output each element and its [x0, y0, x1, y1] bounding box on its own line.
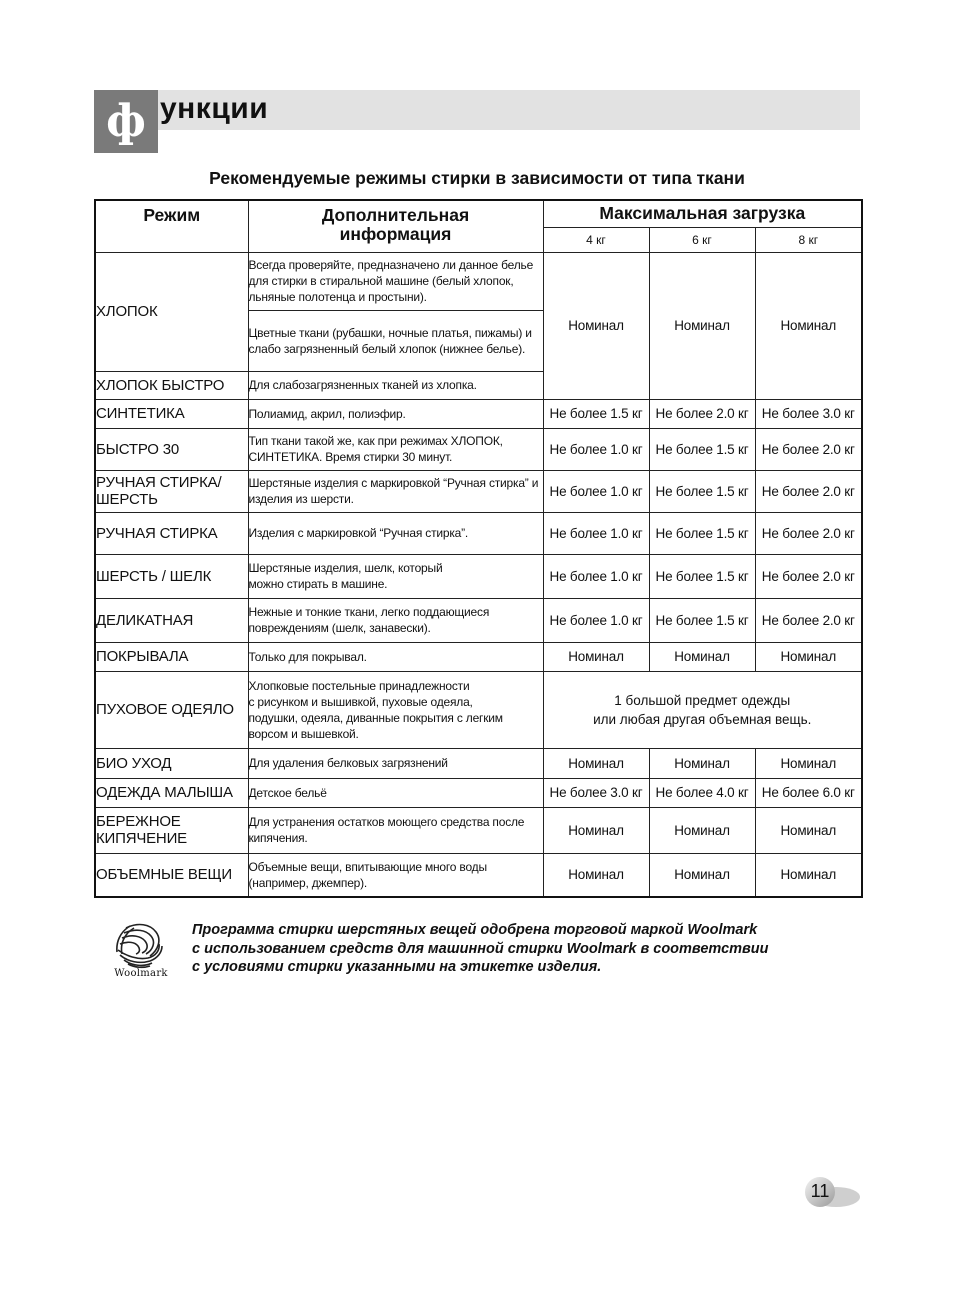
load-cell: Не более 1.5 кг — [649, 512, 755, 554]
table-row — [95, 748, 862, 778]
load-cell: Номинал — [543, 642, 649, 671]
load-cell: Не более 1.5 кг — [649, 470, 755, 512]
load-cell: Не более 2.0 кг — [755, 428, 862, 470]
load-cell: Не более 1.5 кг — [649, 598, 755, 642]
table-row — [95, 399, 862, 428]
info-cell: Нежные и тонкие ткани, легко поддающиеся повреждениям (шелк, занавески). — [248, 598, 543, 642]
load-cell: Не более 1.5 кг — [649, 554, 755, 598]
col-header-max-load: Максимальная загрузка — [543, 200, 862, 227]
page-number: 11 — [810, 1181, 830, 1201]
table-row — [95, 554, 862, 598]
load-cell: Номинал — [649, 642, 755, 671]
load-cell: Не более 2.0 кг — [755, 598, 862, 642]
mode-cell: БИО УХОД — [95, 748, 248, 778]
mode-cell: ДЕЛИКАТНАЯ — [95, 598, 248, 642]
info-cell: Хлопковые постельные принадлежности с рисунком и вышивкой, пуховые одеяла, подушки, одеяла, диванные покрытия с легким ворсом и вышевкой. — [248, 671, 543, 748]
table-row — [95, 428, 862, 470]
mode-cell: ПОКРЫВАЛА — [95, 642, 248, 671]
load-cell: Номинал — [755, 748, 862, 778]
load-cell: Не более 1.5 кг — [543, 399, 649, 428]
load-cell: Не более 1.5 кг — [649, 428, 755, 470]
mode-cell: ОБЪЕМНЫЕ ВЕЩИ — [95, 853, 248, 897]
table-row — [95, 778, 862, 807]
load-cell: Номинал — [755, 252, 862, 399]
page-title: ункции — [160, 92, 269, 125]
table-row — [95, 470, 862, 512]
load-cell: Номинал — [649, 252, 755, 399]
mode-cell: БЫСТРО 30 — [95, 428, 248, 470]
load-cell: Номинал — [543, 807, 649, 853]
load-cell: Номинал — [649, 748, 755, 778]
mode-cell: ХЛОПОК — [95, 252, 248, 371]
load-cell: Не более 2.0 кг — [755, 512, 862, 554]
col-header-info: Дополнительная информация — [248, 200, 543, 252]
mode-cell: ШЕРСТЬ / ШЕЛК — [95, 554, 248, 598]
info-cell: Шерстяные изделия, шелк, который можно стирать в машине. — [248, 554, 543, 598]
load-cell: Не более 3.0 кг — [755, 399, 862, 428]
load-cell: Не более 1.0 кг — [543, 428, 649, 470]
mode-cell: РУЧНАЯ СТИРКА/ ШЕРСТЬ — [95, 470, 248, 512]
table-row — [95, 807, 862, 853]
load-cell: Номинал — [755, 807, 862, 853]
col-header-8kg: 8 кг — [755, 227, 862, 252]
mode-cell: РУЧНАЯ СТИРКА — [95, 512, 248, 554]
header-initial-letter — [94, 90, 158, 153]
wash-modes-table — [94, 199, 863, 898]
load-cell: Не более 1.0 кг — [543, 470, 649, 512]
table-row — [95, 671, 862, 748]
woolmark-note: Программа стирки шерстяных вещей одобрена торговой маркой Woolmark с использованием средств для машинной стирки Woolmark в соответствии с условиями стирки указанными на этикетке изделия. — [192, 922, 769, 975]
info-cell: Полиамид, акрил, полиэфир. — [248, 399, 543, 428]
load-cell: Не более 6.0 кг — [755, 778, 862, 807]
load-cell: Номинал — [755, 642, 862, 671]
table-row — [95, 252, 862, 310]
load-cell: Не более 4.0 кг — [649, 778, 755, 807]
table-row — [95, 512, 862, 554]
load-cell: Не более 1.0 кг — [543, 512, 649, 554]
woolmark-logo-text: Woolmark — [114, 968, 168, 979]
table-title: Рекомендуемые режимы стирки в зависимости от типа ткани — [209, 168, 745, 188]
col-header-6kg: 6 кг — [649, 227, 755, 252]
info-cell: Для удаления белковых загрязнений — [248, 748, 543, 778]
info-cell: Детское бельё — [248, 778, 543, 807]
info-cell: Объемные вещи, впитывающие много воды (например, джемпер). — [248, 853, 543, 897]
load-cell: Номинал — [543, 748, 649, 778]
table-row — [95, 853, 862, 897]
load-cell: Номинал — [543, 252, 649, 399]
load-cell: Не более 2.0 кг — [649, 399, 755, 428]
mode-cell: БЕРЕЖНОЕ КИПЯЧЕНИЕ — [95, 807, 248, 853]
col-header-4kg: 4 кг — [543, 227, 649, 252]
info-cell: Шерстяные изделия с маркировкой “Ручная стирка” и изделия из шерсти. — [248, 470, 543, 512]
header-initial-letter-text: ф — [106, 95, 146, 147]
load-cell: Номинал — [543, 853, 649, 897]
load-cell: Номинал — [755, 853, 862, 897]
info-cell: Для слабозагрязненных тканей из хлопка. — [248, 371, 543, 399]
load-cell: Не более 1.0 кг — [543, 598, 649, 642]
mode-cell: ХЛОПОК БЫСТРО — [95, 371, 248, 399]
load-note-cell: 1 большой предмет одежды или любая другая объемная вещь. — [543, 671, 862, 748]
load-cell: Не более 3.0 кг — [543, 778, 649, 807]
load-cell: Номинал — [649, 807, 755, 853]
info-cell: Тип ткани такой же, как при режимах ХЛОПОК, СИНТЕТИКА. Время стирки 30 минут. — [248, 428, 543, 470]
info-cell: Изделия с маркировкой “Ручная стирка”. — [248, 512, 543, 554]
table-row — [95, 642, 862, 671]
mode-cell: СИНТЕТИКА — [95, 399, 248, 428]
mode-cell: ОДЕЖДА МАЛЫША — [95, 778, 248, 807]
load-cell: Не более 1.0 кг — [543, 554, 649, 598]
info-cell: Всегда проверяйте, предназначено ли данное белье для стирки в стиральной машине (белый хлопок, льняные полотенца и простыни). — [248, 252, 543, 310]
load-cell: Не более 2.0 кг — [755, 554, 862, 598]
load-cell: Не более 2.0 кг — [755, 470, 862, 512]
load-cell: Номинал — [649, 853, 755, 897]
table-row — [95, 598, 862, 642]
col-header-mode: Режим — [95, 200, 248, 252]
info-cell: Только для покрывал. — [248, 642, 543, 671]
info-cell: Для устранения остатков моющего средства после кипячения. — [248, 807, 543, 853]
mode-cell: ПУХОВОЕ ОДЕЯЛО — [95, 671, 248, 748]
info-cell: Цветные ткани (рубашки, ночные платья, пижамы) и слабо загрязненный белый хлопок (нижнее белье). — [248, 310, 543, 371]
